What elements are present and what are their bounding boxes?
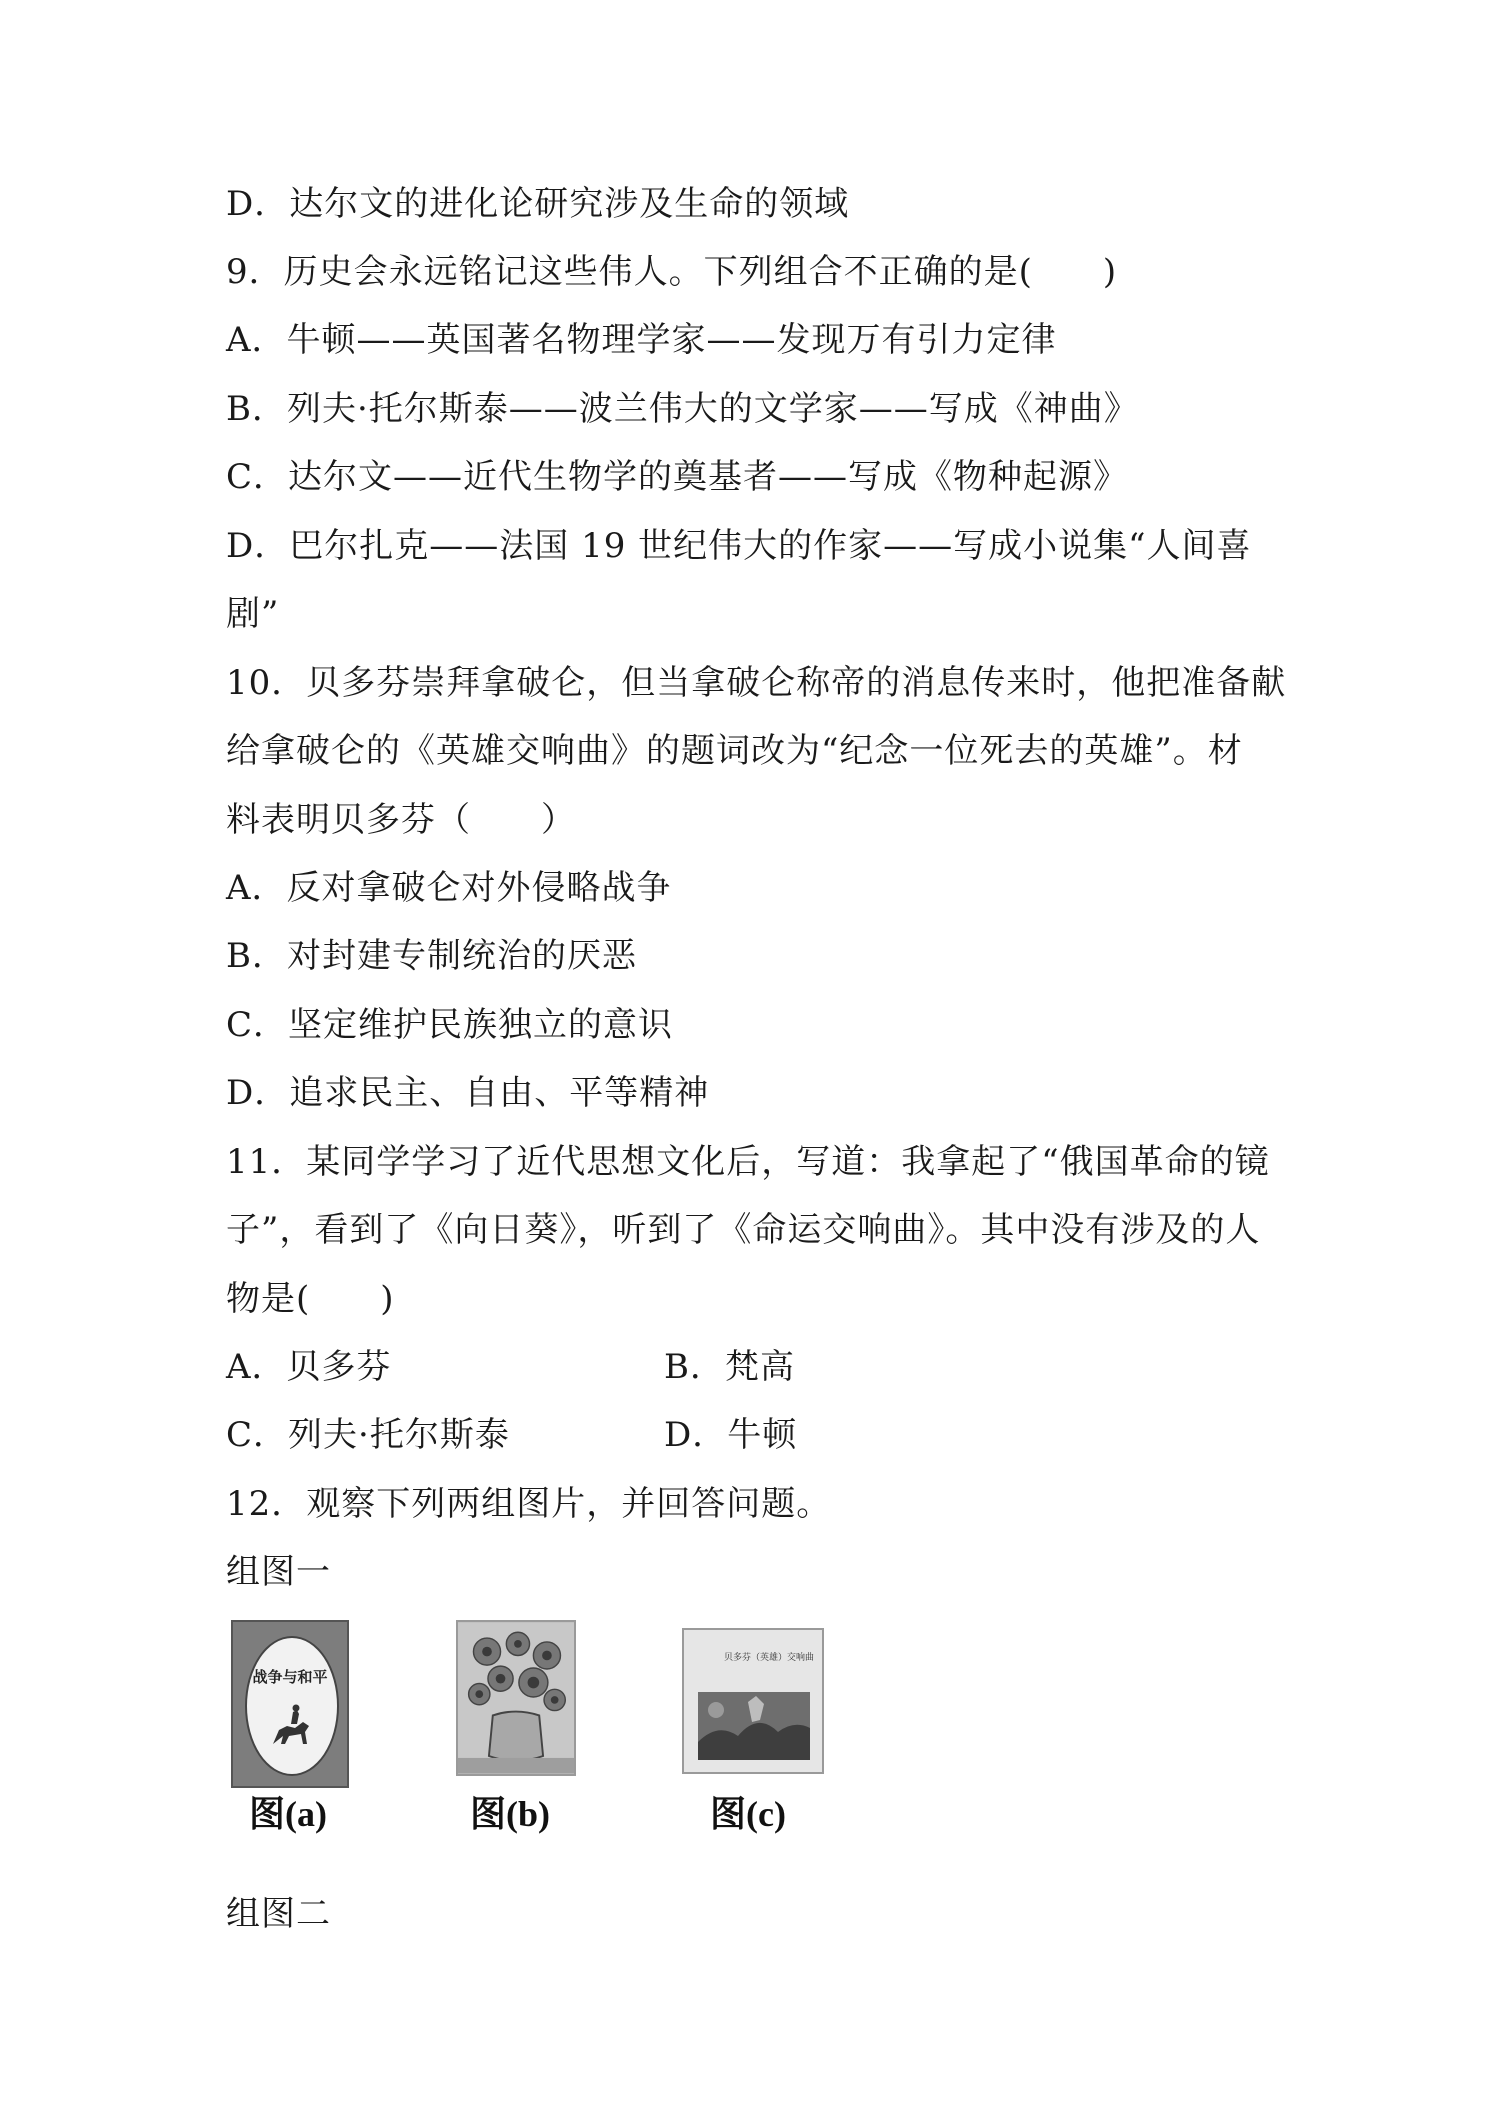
q11-option-a: A．贝多芬 <box>226 1347 392 1387</box>
q11-stem-line2: 子”，看到了《向日葵》，听到了《命运交响曲》。其中没有涉及的人 <box>226 1210 1261 1250</box>
q11-stem-line3: 物是( ) <box>226 1279 395 1319</box>
q10-option-c: C．坚定维护民族独立的意识 <box>226 1005 674 1045</box>
record-cover-title: 贝多芬（英雄）交响曲 <box>724 1653 815 1663</box>
q11-option-c: C．列夫·托尔斯泰 <box>226 1415 510 1455</box>
q10-option-a: A．反对拿破仑对外侵略战争 <box>226 868 672 908</box>
q11-option-b: B．梵高 <box>664 1347 795 1387</box>
group-one-label: 组图一 <box>226 1552 331 1592</box>
q9-option-b: B．列夫·托尔斯泰——波兰伟大的文学家——写成《神曲》 <box>226 389 1139 429</box>
q9-option-d-line2: 剧” <box>226 594 280 634</box>
q10-option-b: B．对封建专制统治的厌恶 <box>226 936 637 976</box>
book-cover-war-and-peace-icon <box>231 1620 349 1788</box>
q10-stem-line2: 给拿破仑的《英雄交响曲》的题词改为“纪念一位死去的英雄”。材 <box>226 731 1243 771</box>
cover-title: 战争与和平 <box>252 1668 328 1686</box>
horse-rider-icon <box>265 1700 317 1752</box>
q11-option-d: D．牛顿 <box>664 1415 798 1455</box>
figure-b-caption: 图(b) <box>470 1794 550 1834</box>
record-cover-scene <box>698 1692 810 1760</box>
q9-stem: 9．历史会永远铭记这些伟人。下列组合不正确的是( ) <box>226 252 1118 292</box>
sunflowers-drawing <box>458 1622 574 1774</box>
figure-c-caption: 图(c) <box>710 1794 786 1834</box>
q10-stem-line1: 10．贝多芬崇拜拿破仑，但当拿破仑称帝的消息传来时，他把准备献 <box>226 663 1287 703</box>
q10-stem-line3: 料表明贝多芬（ ） <box>226 800 576 840</box>
q10-option-d: D．追求民主、自由、平等精神 <box>226 1073 710 1113</box>
sunflowers-painting-icon <box>456 1620 576 1776</box>
q12-stem: 12．观察下列两组图片，并回答问题。 <box>226 1484 832 1524</box>
group-two-label: 组图二 <box>226 1894 331 1934</box>
q8-option-d: D．达尔文的进化论研究涉及生命的领域 <box>226 184 850 224</box>
q9-option-a: A．牛顿——英国著名物理学家——发现万有引力定律 <box>226 320 1057 360</box>
q9-option-c: C．达尔文——近代生物学的奠基者——写成《物种起源》 <box>226 457 1129 497</box>
beethoven-record-cover-icon <box>682 1628 824 1774</box>
q9-option-d-line1: D．巴尔扎克——法国 19 世纪伟大的作家——写成小说集“人间喜 <box>226 526 1252 566</box>
q11-stem-line1: 11．某同学学习了近代思想文化后，写道：我拿起了“俄国革命的镜 <box>226 1142 1270 1182</box>
figure-a-caption: 图(a) <box>249 1794 327 1834</box>
